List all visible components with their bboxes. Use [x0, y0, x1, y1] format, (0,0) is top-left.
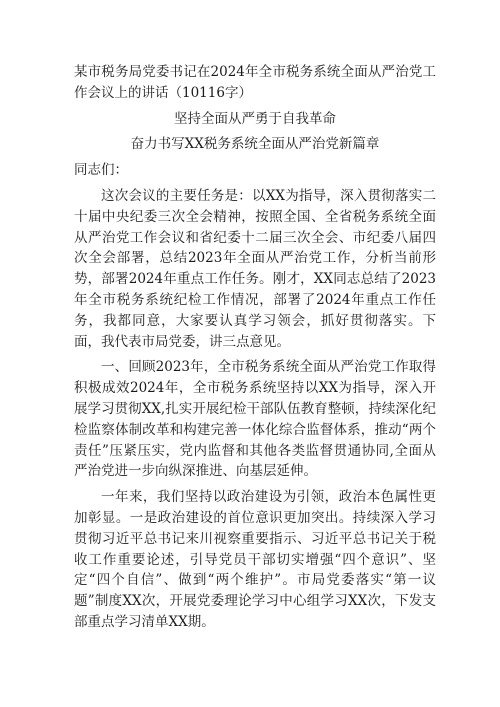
- paragraph-political-building: 一年来，我们坚持以政治建设为引领，政治本色属性更加彰显。一是政治建设的首位意识更加突出。持续深入学习贯彻习近平总书记来川视察重要指示、习近平总书记关于税收工作重要论述，引导党员干部切实增强“四个意识”、坚定“四个自信”、做到“两个维护”。市局党委落实“第一议题”制度XX次，开展党委理论学习中心组学习XX次，下发支部重点学习清单XX期。: [74, 489, 436, 630]
- paragraph-section-one: 一、回顾2023年，全市税务系统全面从严治党工作取得积极成效2024年，全市税务系统坚持以XX为指导，深入开展学习贯彻XX,扎实开展纪检干部队伍教育整顿，持续深化纪检监察体制改革和构建完善一体化综合监督体系，推动“两个责任”压紧压实，党内监督和其他各类监督贯通协同,全面从严治党进一步向纵深推进、向基层延伸。: [74, 359, 436, 480]
- salutation: 同志们：: [74, 162, 128, 179]
- document-subtitle-line1: 坚持全面从严勇于自我革命: [174, 110, 336, 127]
- document-page: [74, 62, 436, 638]
- document-title: 某市税务局党委书记在2024年全市税务系统全面从严治党工作会议上的讲话（10116字）: [74, 64, 436, 101]
- document-subtitle-line2: 奋力书写XX税务系统全面从严治党新篇章: [130, 136, 380, 153]
- paragraph-intro: 这次会议的主要任务是：以XX为指导，深入贯彻落实二十届中央纪委三次全会精神，按照全国、全省税务系统全面从严治党工作会议和省纪委十二届三次全会、市纪委八届四次全会部署，总结2023年全面从严治党工作，分析当前形势，部署2024年重点工作任务。刚才，XX同志总结了2023年全市税务系统纪检工作情况，部署了2024年重点工作任务，我都同意，大家要认真学习领会，抓好贯彻落实。下面，我代表市局党委，讲三点意见。: [74, 187, 436, 350]
